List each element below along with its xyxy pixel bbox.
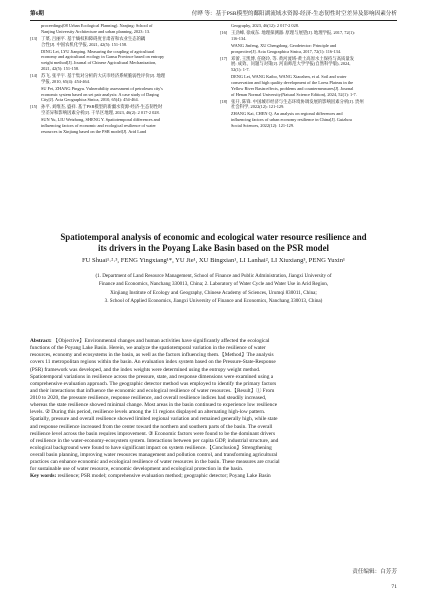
reference-line: 社会科学, 2022(12): 121-129. xyxy=(231,104,285,110)
abstract-text: practices can enhance economic and ecological resilience of water resources in the basin. These measures are crucial xyxy=(30,459,280,466)
reference-number: [15] xyxy=(30,104,38,110)
reference-entry xyxy=(220,23,397,29)
abstract-text: covers 11 metropolitan regions within the basin. An evaluation index system based on the Pressure-State-Response xyxy=(30,359,276,366)
reference-line: SU Fei, ZHANG Pingyu. Vulnerability assessment of petroleum city's xyxy=(41,85,163,91)
reference-line: City[J]. Acta Geographica Sinica, 2010, 65(4): 454-464. xyxy=(41,97,139,103)
reference-line: 丁菜, 吕丽平. 基于熵权和障碍度甘肃省和农业生态的耦 xyxy=(41,35,146,41)
affiliation-line: 3. School of Applied Economics, Jiangxi University of Finance and Economics, Nanchang 330013, China) xyxy=(104,298,323,305)
abstract-line xyxy=(30,381,397,388)
abstract-line xyxy=(30,452,397,459)
reference-number: [17] xyxy=(220,55,228,61)
reference-line: Nanjing University Architecture and urban planning, 2023: 13. xyxy=(41,28,151,34)
abstract-text: (PSR) framework was developed, and the index weights were determined using the entropy weight method. xyxy=(30,366,261,373)
keywords-line xyxy=(30,473,397,480)
reference-line: SUN Yu, LIU Weizhong, SHENG Y. Spatiotemporal differences and xyxy=(41,117,160,123)
abstract-line xyxy=(30,424,397,431)
reference-entry xyxy=(30,23,206,35)
abstract-line xyxy=(30,338,397,345)
reference-entry xyxy=(30,49,206,72)
abstract-text: Spatiotemporal variations in resilience across the pressure, state, and response dimensions were examined using a xyxy=(30,373,274,380)
abstract-line xyxy=(30,395,397,402)
abstract-text: levels. ② During this period, resilience levels among the 11 regions displayed an alternating high-low pattern. xyxy=(30,409,266,416)
author-list: FU Shuai¹˒²˒³, FENG Yingxiang¹*, YU Jie¹, XU Bingxian¹, LI Lanhai², LI Xiuxiang³, PENG Yuxin¹ xyxy=(81,257,346,264)
reference-line: 合性[J]. 中国农机化学报, 2021, 42(5): 151-158. xyxy=(41,41,128,47)
abstract-text: 2010 to 2020, the pressure resilience, response resilience, and overall resilience indices had steadily increased, xyxy=(30,395,267,401)
abstract-line xyxy=(30,345,397,352)
abstract-block xyxy=(30,338,397,481)
running-title: 付晔 等：基于PSR模型的鄱阳湖流域水资源-经济-生态韧性时空差异及影响因素分析 xyxy=(191,11,397,17)
abstract-line xyxy=(30,438,397,445)
reference-entry xyxy=(220,43,397,55)
abstract-text: whereas the state resilience showed minimal change. Most areas in the basin continued to experience low resilience xyxy=(30,402,278,409)
abstract-line xyxy=(30,445,397,452)
reference-line: proceedings(08 Urban Ecological Planning). Nanjing: School of xyxy=(41,23,153,28)
abstract-line xyxy=(30,459,397,466)
reference-number: [18] xyxy=(220,98,228,104)
reference-entry xyxy=(220,111,397,128)
reference-line: DING Lei, LYU Jianping. Measuring the coupling of agricultural xyxy=(41,48,155,54)
abstract-text: resources, economy and ecosystems in the basin, as well as the factors influencing them.【Method】The analysis xyxy=(30,352,274,359)
reference-line: WANG Jinfeng, XU Chengdong. Geodetector: Principle and xyxy=(231,42,337,48)
page-number: 71 xyxy=(391,584,397,590)
references-left-column xyxy=(30,23,206,227)
abstract-line xyxy=(30,409,397,416)
abstract-text: of resilience in the water-economy-ecosystem system. Interactions between per capita GDP, industrial structure, and xyxy=(30,437,279,444)
reference-entry xyxy=(30,117,206,134)
keywords-label: Key words: xyxy=(30,473,58,480)
running-header xyxy=(30,8,397,21)
reference-line: influencing factors of economic and ecological resilience of water xyxy=(41,122,156,128)
affiliation-line: Xinjiang Institute of Ecology and Geography, Chinese Academy of Sciences, Urumqi 830011, China; xyxy=(110,289,317,296)
reference-line: Social Sciences, 2022(12): 121-129. xyxy=(231,122,295,128)
reference-entry xyxy=(30,104,206,116)
title-line-2: its drivers in the Poyang Lake Basin based on the PSR model xyxy=(97,243,330,254)
issue-number: 第6期 xyxy=(30,11,44,17)
abstract-text: Spatially, pressure and overall resilience showed limited regional variation and remained generally high, while state xyxy=(30,416,278,423)
abstract-line xyxy=(30,352,397,359)
reference-line: economy and agricultural ecology in Gansu Province based on entropy xyxy=(41,54,165,60)
abstract-line xyxy=(30,466,397,473)
reference-line: 52(1): 1-7. xyxy=(231,67,250,73)
reference-line: 空差异和影响因素分析[J]. 干旱区地理, 2023, 46(2): 2 017-2 028. xyxy=(41,110,160,116)
reference-line: influencing factors of urban economy resilience in China[J]. Guizhou xyxy=(231,117,352,123)
reference-entry xyxy=(220,30,397,42)
reference-entry xyxy=(220,56,397,73)
abstract-text: and response resilience increased from the center toward the northern and southern parts of the basin. The overall xyxy=(30,423,273,430)
references-right-column xyxy=(220,23,397,227)
reference-entry xyxy=(220,74,397,97)
reference-entry xyxy=(30,86,206,103)
reference-line: 展: 成效、问题与对策[J]. 河南师范大学学报(自然科学版), 2024, xyxy=(231,61,351,67)
abstract-text: for sustainable use of water resource, economic development and ecological protection in the basin. xyxy=(30,466,244,473)
keywords-text: resilience; PSR model; comprehensive evaluation method; geographic detector; Poyang Lake Basin xyxy=(57,473,271,480)
abstract-text: and their interactions that influence the economic and ecological resilience of water resources.【Result】① From xyxy=(30,387,275,394)
reference-line: 学报, 2010, 65(4): 454-464. xyxy=(41,78,90,84)
reference-line: of Henan Normal University(Natural Science Edition), 2024, 52(1): 1-7. xyxy=(231,91,357,97)
reference-line: conservation and high quality development of the Loess Plateau in the xyxy=(231,79,354,85)
reference-entry xyxy=(220,99,397,111)
abstract-label: Abstract: xyxy=(30,338,54,344)
reference-number: [16] xyxy=(220,29,228,35)
reference-line: DENG Lei, WANG Kaibo, WANG Xiaozhen, et al. Soil and water xyxy=(231,74,347,80)
abstract-line xyxy=(30,431,397,438)
abstract-line xyxy=(30,374,397,381)
affiliation-line: (1. Department of Land Resource Management, School of Finance and Public Administration, Jiangxi University of xyxy=(95,273,332,279)
abstract-line xyxy=(30,388,397,395)
affiliation-line: Finance and Economics, Nanchang 330013, China; 2. Laboratory of Water Cycle and Water Use in Arid Region, xyxy=(98,281,329,288)
reference-line: ZHANG Kai, CHEN Q. An analysis on regional differences and xyxy=(231,111,343,117)
abstract-text: comprehensive evaluation approach. The geographic detector method was employed to identify the primary factors xyxy=(30,380,277,387)
reference-line: 张开, 陈锋. 中国城市经济与生态环境协调发展的影响因素分析[J]. 贵州 xyxy=(231,98,364,104)
affiliations xyxy=(40,272,387,306)
reference-line: 邓蕾, 王凯博, 任晓玲, 等. 黄河流域-黄土高原水土保持与高质量发 xyxy=(231,55,355,61)
responsible-editor: 责任编辑：白芳芳 xyxy=(352,569,397,575)
abstract-text: ecological background were found to have significant impact on system resilience.【Conclusion】Strengthening xyxy=(30,444,272,451)
reference-number: [14] xyxy=(30,72,38,78)
title-line-1: Spatiotemporal analysis of economic and ecological water resource resilience and xyxy=(60,232,367,242)
reference-line: 孙平, 刘维杰, 盛祥. 基于PSR模型的新疆水资源-经济-生态韧性时 xyxy=(41,104,163,110)
abstract-text: functions of the Poyang Lake Basin. Herein, we analyze the spatiotemporal variation in the resilience of water xyxy=(30,345,266,352)
reference-entry xyxy=(30,36,206,48)
reference-line: 苏飞, 张平宇. 基于集对分析的大庆市经济系统脆弱性评价[J]. 地理 xyxy=(41,72,166,78)
reference-line: 116-134. xyxy=(231,35,247,41)
reference-line: 2021, 42(5): 151-158. xyxy=(41,65,80,71)
abstract-line xyxy=(30,416,397,423)
reference-line: Geography, 2023, 46(12): 2 017-2 028. xyxy=(231,23,300,28)
reference-line: economic system based on set pair analysis: A case study of Daqing xyxy=(41,91,159,97)
reference-line: resources in Xinjiang based on the PSR model[J]. Arid Land xyxy=(41,128,147,134)
reference-line: Yellow River Basin:effects, problems and countermeasures[J]. Journal xyxy=(231,85,354,91)
abstract-line xyxy=(30,367,397,374)
reference-line: weight method[J]. Journal of Chinese Agricultural Mechanization, xyxy=(41,60,157,66)
english-title xyxy=(26,232,401,254)
reference-number: [13] xyxy=(30,35,38,41)
abstract-text: resilience level across the basin requires improvement. ③ Economic factors were found to be the dominant drivers xyxy=(30,430,276,437)
reference-line: prospective[J]. Acta Geographica Sinica, 2017, 72(1): 116-134. xyxy=(231,48,342,54)
abstract-text: 【Objective】Environmental changes and human activities have significantly affected the ecological xyxy=(53,338,270,344)
abstract-line xyxy=(30,402,397,409)
abstract-line xyxy=(30,359,397,366)
abstract-text: overall basin planning, improving water resources management and pollution control, and transforming agricultural xyxy=(30,452,278,458)
reference-entry xyxy=(30,73,206,85)
reference-line: 王劲峰, 徐成东. 地理探测器: 原理与展望[J]. 地理学报, 2017, 72(1): xyxy=(231,29,355,35)
